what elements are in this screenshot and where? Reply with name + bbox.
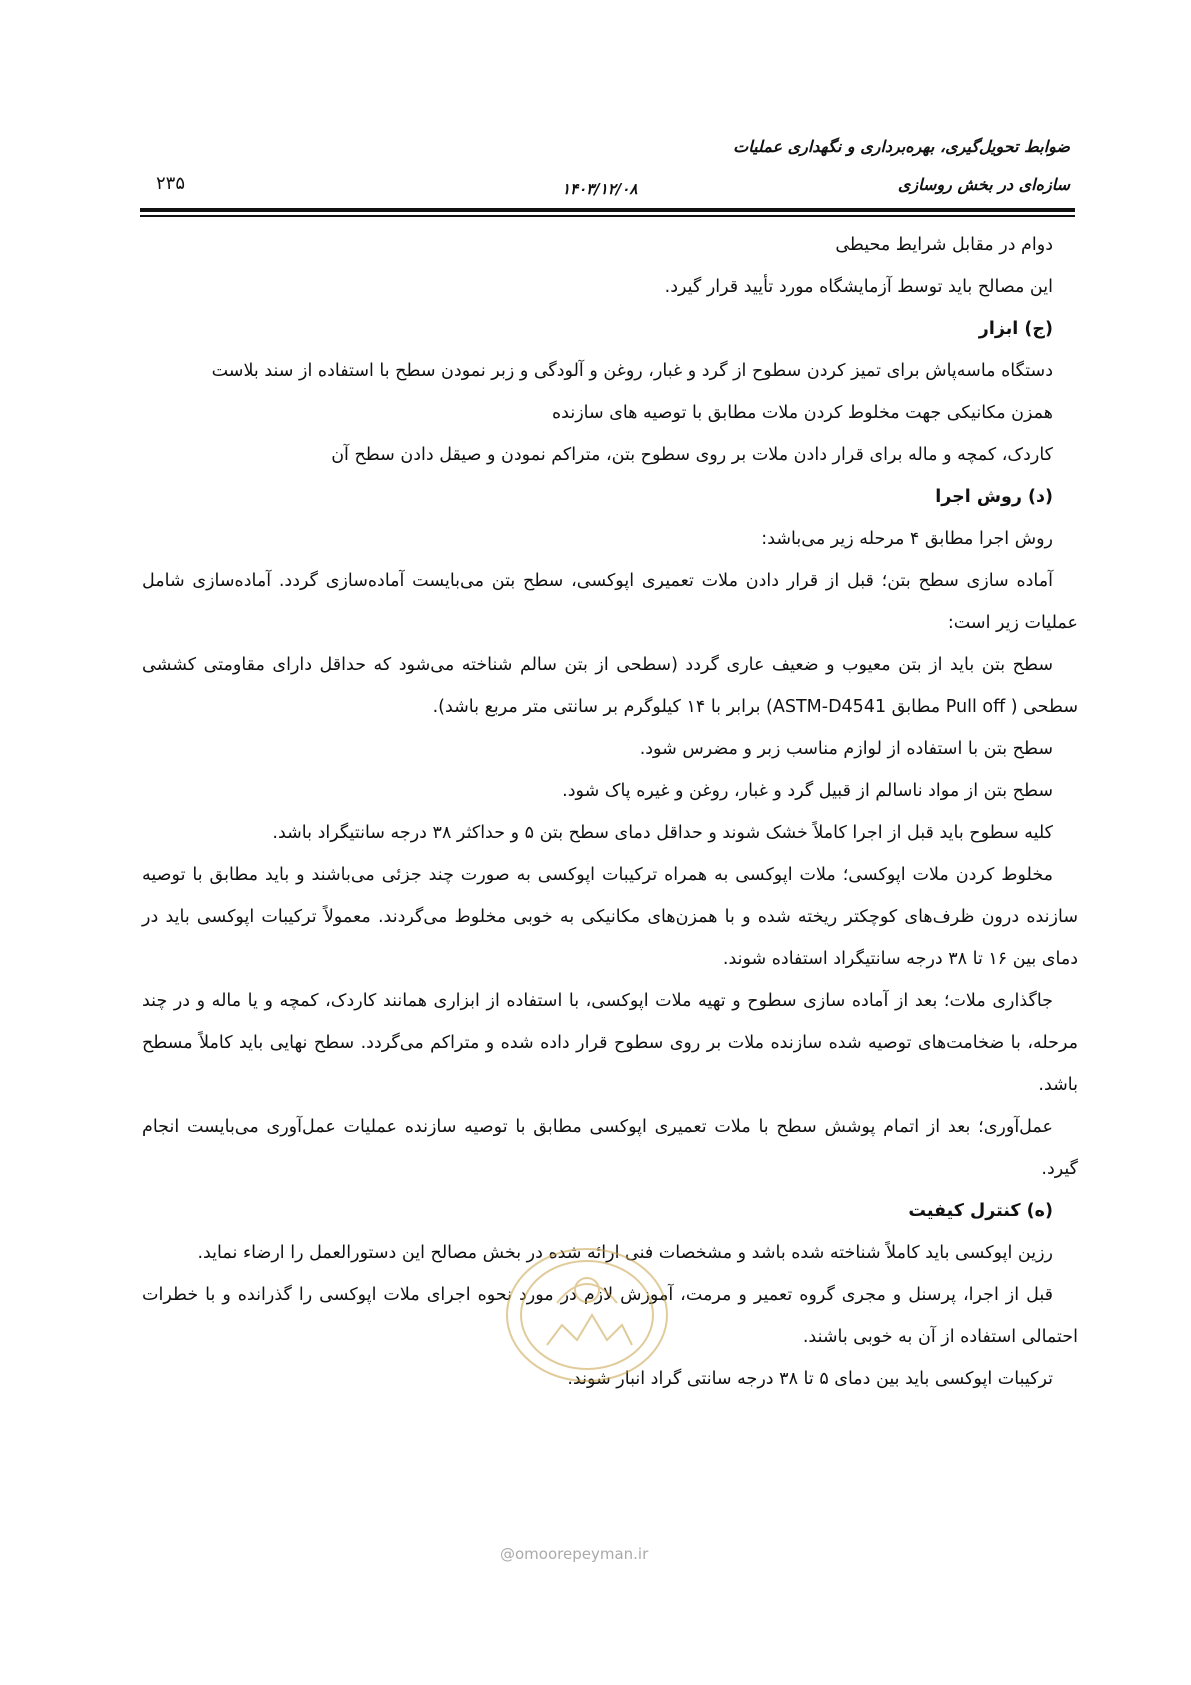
- header-rule-thick: [140, 208, 1075, 212]
- header-title-line2: سازه‌ای در بخش روسازی: [897, 175, 1070, 194]
- watermark-logo-icon: [502, 1245, 672, 1385]
- paragraph-mixing: مخلوط کردن ملات اپوکسی؛ ملات اپوکسی به همراه ترکیبات اپوکسی به صورت چند جزئی می‌باشند و باید مطابق با توصیه سازنده درون ظرف‌های کوچکتر ریخته شده و با همزن‌های مکانیکی به خوبی مخلوط می‌گردند. معمولاً ترکیبات اپوکسی باید در دمای بین ۱۶ تا ۳۸ درجه سانتیگراد استفاده شوند.: [142, 865, 1078, 969]
- watermark-site: @omoorepeyman.ir: [500, 1545, 649, 1563]
- paragraph-resin: رزین اپوکسی باید کاملاً شناخته شده باشد و مشخصات فنی ارائه شده در بخش مصالح این دستورالعمل را ارضاء نماید.: [197, 1243, 1053, 1263]
- paragraph-training: قبل از اجرا، پرسنل و مجری گروه تعمیر و مرمت، آموزش لازم در مورد نحوه اجرای ملات اپوکسی را گذرانده و با خطرات احتمالی استفاده از آن به خوبی باشند.: [142, 1285, 1078, 1347]
- header-date: ۱۴۰۳/۱۲/۰۸: [562, 180, 638, 198]
- paragraph-lab-approval: این مصالح باید توسط آزمایشگاه مورد تأیید قرار گیرد.: [664, 277, 1053, 297]
- paragraph-steps-intro: روش اجرا مطابق ۴ مرحله زیر می‌باشد:: [761, 529, 1053, 549]
- paragraph-clean: سطح بتن از مواد ناسالم از قبیل گرد و غبار، روغن و غیره پاک شود.: [562, 781, 1053, 801]
- page-header: [140, 128, 1075, 208]
- paragraph-storage: ترکیبات اپوکسی باید بین دمای ۵ تا ۳۸ درجه سانتی گراد انبار شوند.: [567, 1369, 1053, 1389]
- header-title-line1: ضوابط تحویل‌گیری، بهره‌برداری و نگهداری عملیات: [733, 137, 1070, 156]
- header-rule-thin: [140, 215, 1075, 217]
- paragraph-roughen: سطح بتن با استفاده از لوازم مناسب زبر و مضرس شود.: [639, 739, 1053, 759]
- page-number: ۲۳۵: [156, 173, 186, 194]
- paragraph-dry: کلیه سطوح باید قبل از اجرا کاملاً خشک شوند و حداقل دمای سطح بتن ۵ و حداکثر ۳۸ درجه سانتیگراد باشد.: [272, 823, 1053, 843]
- paragraph-mixer: همزن مکانیکی جهت مخلوط کردن ملات مطابق با توصیه های سازنده: [551, 403, 1053, 423]
- page-body: [142, 224, 1078, 1400]
- paragraph-trowel: کاردک، کمچه و ماله برای قرار دادن ملات بر روی سطوح بتن، متراکم نمودن و صیقل دادن سطح آن: [331, 445, 1053, 465]
- heading-quality: (ه) کنترل کیفیت: [908, 1201, 1053, 1221]
- paragraph-surface-prep: آماده سازی سطح بتن؛ قبل از قرار دادن ملات تعمیری اپوکسی، سطح بتن می‌بایست آماده‌سازی گردد. آماده‌سازی شامل عملیات زیر است:: [142, 571, 1078, 633]
- heading-method: (د) روش اجرا: [935, 487, 1053, 507]
- paragraph-sandblaster: دستگاه ماسه‌پاش برای تمیز کردن سطوح از گرد و غبار، روغن و آلودگی و زبر نمودن سطح با استفاده از سند بلاست: [211, 361, 1053, 381]
- paragraph-placement: جاگذاری ملات؛ بعد از آماده سازی سطوح و تهیه ملات اپوکسی، با استفاده از ابزاری همانند کاردک، کمچه و یا ماله و در چند مرحله، با ضخامت‌های توصیه شده سازنده ملات بر روی سطوح قرار داده شده و متراکم می‌گردد. سطح نهایی باید کاملاً مسطح باشد.: [142, 991, 1078, 1095]
- paragraph-defective-concrete: سطح بتن باید از بتن معیوب و ضعیف عاری گردد (سطحی از بتن سالم شناخته می‌شود که حداقل دارای مقاومتی کششی سطحی ( Pull off مطابق ASTM-D4541) برابر با ۱۴ کیلوگرم بر سانتی متر مربع باشد).: [142, 655, 1078, 717]
- heading-tools: (ج) ابزار: [978, 319, 1053, 339]
- paragraph-durability: دوام در مقابل شرایط محیطی: [835, 235, 1053, 255]
- paragraph-curing: عمل‌آوری؛ بعد از اتمام پوشش سطح با ملات تعمیری اپوکسی مطابق با توصیه سازنده عملیات عمل‌آوری می‌بایست انجام گیرد.: [142, 1117, 1078, 1179]
